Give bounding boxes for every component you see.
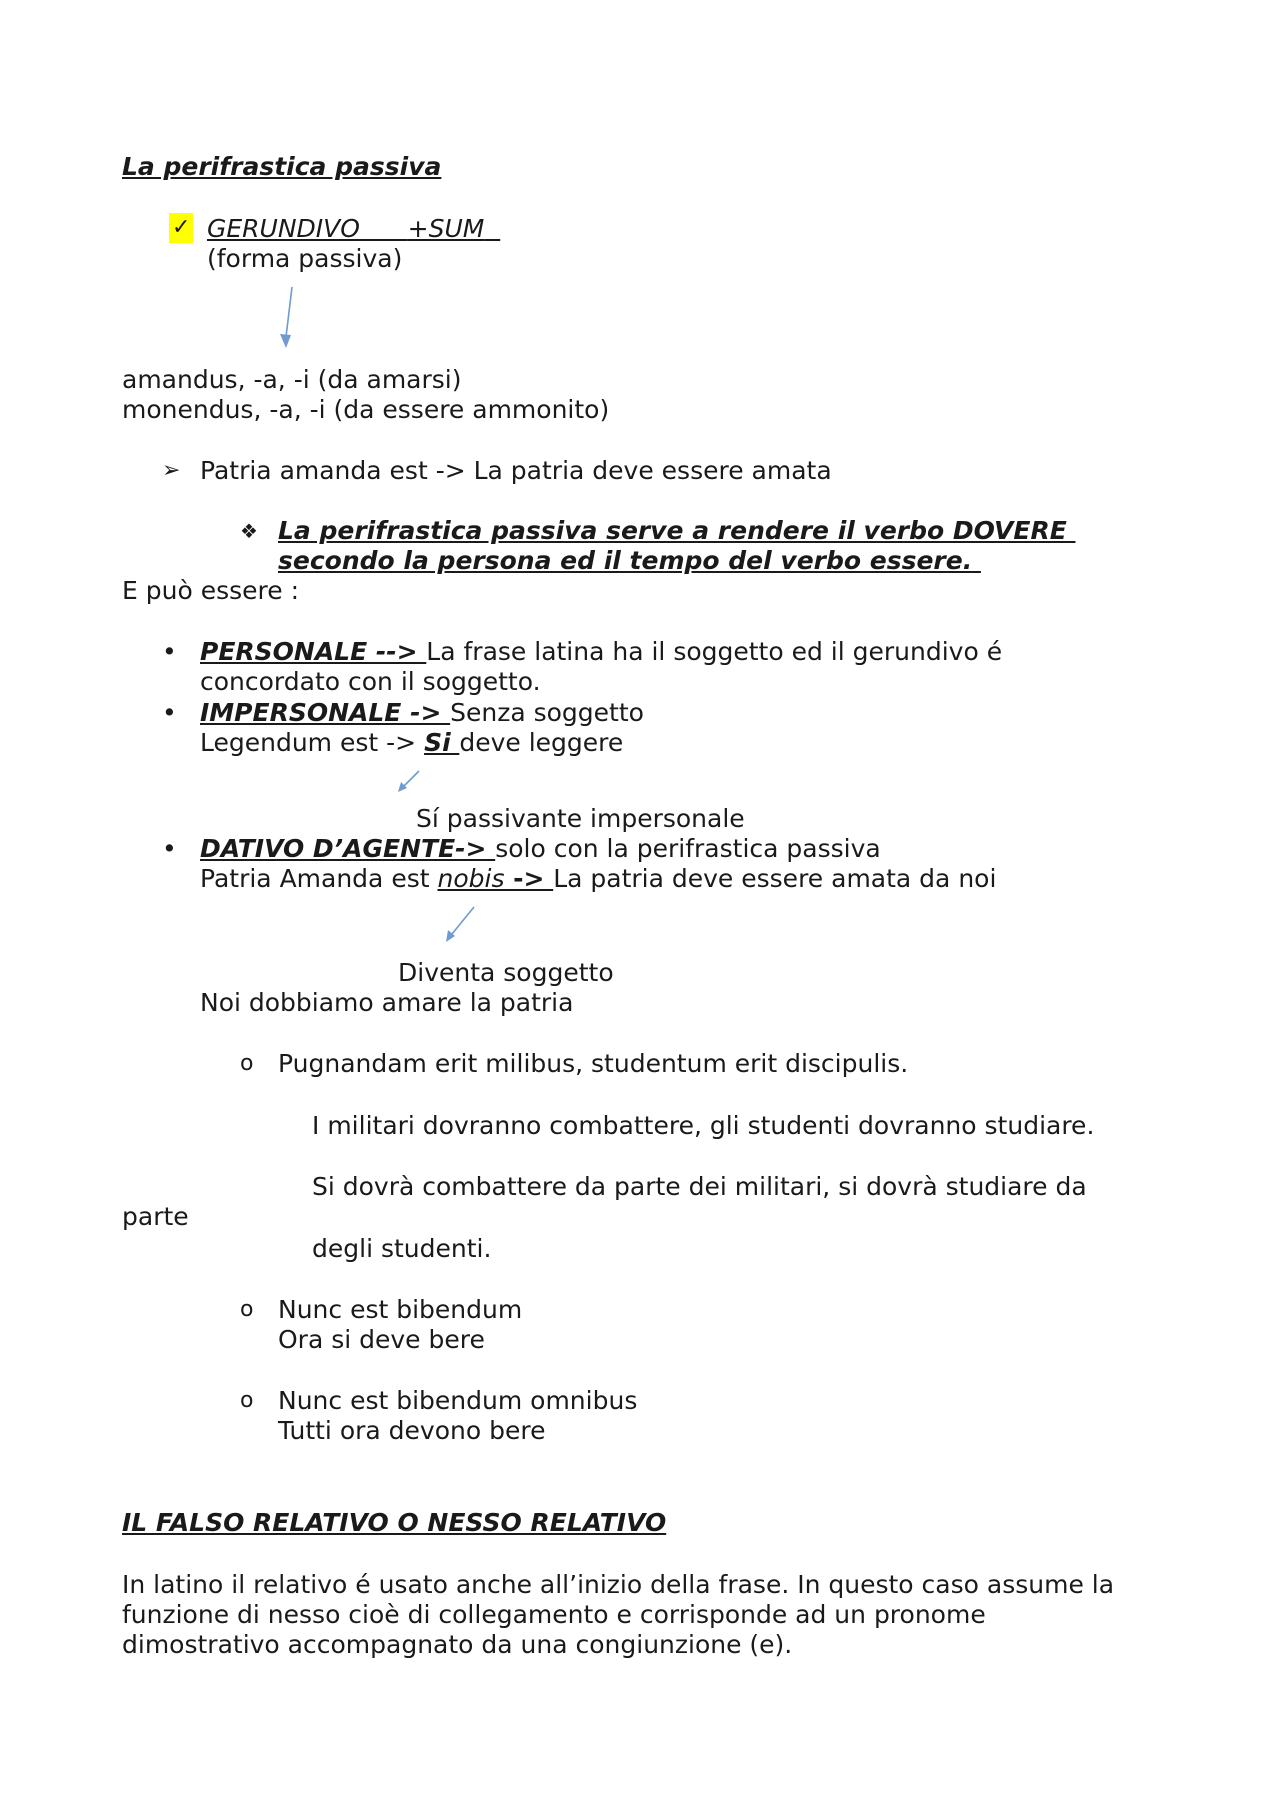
diagonal-arrow-icon	[395, 768, 425, 798]
sentence-1-translation-1: I militari dovranno combattere, gli studenti dovranno studiare.	[312, 1111, 1095, 1140]
section-2-line-1: In latino il relativo é usato anche all’inizio della frase. In questo caso assume la	[122, 1570, 1115, 1599]
dativo-note: Diventa soggetto	[398, 958, 614, 987]
type-impersonale-text: Senza soggetto	[450, 698, 644, 727]
type-dativo-label: DATIVO D’AGENTE->	[200, 834, 496, 863]
type-personale	[200, 637, 1002, 667]
example-post: La patria deve essere amata da noi	[553, 864, 997, 893]
section-2-line-3: dimostrativo accompagnato da una congiunzione (e).	[122, 1630, 793, 1659]
example-post: deve leggere	[459, 728, 624, 757]
sentence-2-latin: Nunc est bibendum	[278, 1295, 523, 1324]
example-pre: Legendum est ->	[200, 728, 425, 757]
formula-gerundivo: GERUNDIVO	[207, 214, 360, 243]
sentence-3-translation: Tutti ora devono bere	[278, 1416, 546, 1445]
rule-line-1: La perifrastica passiva serve a rendere il verbo DOVERE	[278, 516, 1076, 545]
diagonal-arrow-icon	[440, 904, 480, 948]
example-arrow: ->	[504, 864, 554, 893]
type-impersonale-example	[200, 728, 623, 758]
type-personale-label: PERSONALE -->	[200, 637, 427, 666]
bullet-icon: •	[162, 698, 177, 727]
impersonale-note: Sí passivante impersonale	[416, 804, 745, 833]
sentence-1-translation-3: degli studenti.	[312, 1234, 492, 1263]
diamond-bullet-icon: ❖	[240, 519, 258, 543]
formula-note: (forma passiva)	[207, 244, 403, 273]
formula-sum: +SUM	[407, 214, 485, 243]
formula-line	[207, 214, 500, 244]
type-dativo-example	[200, 864, 996, 894]
dativo-result: Noi dobbiamo amare la patria	[200, 988, 574, 1017]
example-si: Si	[424, 728, 460, 757]
page-title: La perifrastica passiva	[122, 152, 442, 181]
arrow-item-text: Patria amanda est -> La patria deve essere amata	[200, 456, 832, 485]
sentence-1-translation-2: Si dovrà combattere da parte dei militari, si dovrà studiare da	[312, 1172, 1087, 1201]
circle-bullet-icon: o	[240, 1297, 254, 1322]
type-personale-text-2: concordato con il soggetto.	[200, 667, 541, 696]
rule-line-2: secondo la persona ed il tempo del verbo essere.	[278, 546, 981, 575]
formula-gap	[360, 214, 408, 243]
bullet-icon: •	[162, 637, 177, 666]
example-pre: Patria Amanda est	[200, 864, 438, 893]
sentence-3-latin: Nunc est bibendum omnibus	[278, 1386, 638, 1415]
example-monendus: monendus, -a, -i (da essere ammonito)	[122, 395, 610, 424]
type-dativo	[200, 834, 881, 864]
sentence-1-latin: Pugnandam erit milibus, studentum erit discipulis.	[278, 1049, 909, 1078]
circle-bullet-icon: o	[240, 1051, 254, 1076]
sentence-1-translation-wrap: parte	[122, 1202, 189, 1231]
checkmark-icon: ✓	[169, 213, 193, 243]
section-2-line-2: funzione di nesso cioè di collegamento e corrisponde ad un pronome	[122, 1600, 986, 1629]
bullet-icon: •	[162, 834, 177, 863]
arrow-bullet-icon: ➢	[162, 458, 181, 483]
intro-text: E può essere :	[122, 576, 299, 605]
type-impersonale-label: IMPERSONALE ->	[200, 698, 451, 727]
example-nobis: nobis	[437, 864, 505, 893]
sentence-2-translation: Ora si deve bere	[278, 1325, 485, 1354]
down-arrow-icon	[270, 285, 300, 355]
type-impersonale	[200, 698, 644, 728]
circle-bullet-icon: o	[240, 1388, 254, 1413]
type-dativo-text: solo con la perifrastica passiva	[495, 834, 881, 863]
example-amandus: amandus, -a, -i (da amarsi)	[122, 365, 462, 394]
type-personale-text: La frase latina ha il soggetto ed il gerundivo é	[426, 637, 1003, 666]
formula-trail	[484, 214, 500, 243]
section-2-title: IL FALSO RELATIVO O NESSO RELATIVO	[122, 1508, 667, 1537]
